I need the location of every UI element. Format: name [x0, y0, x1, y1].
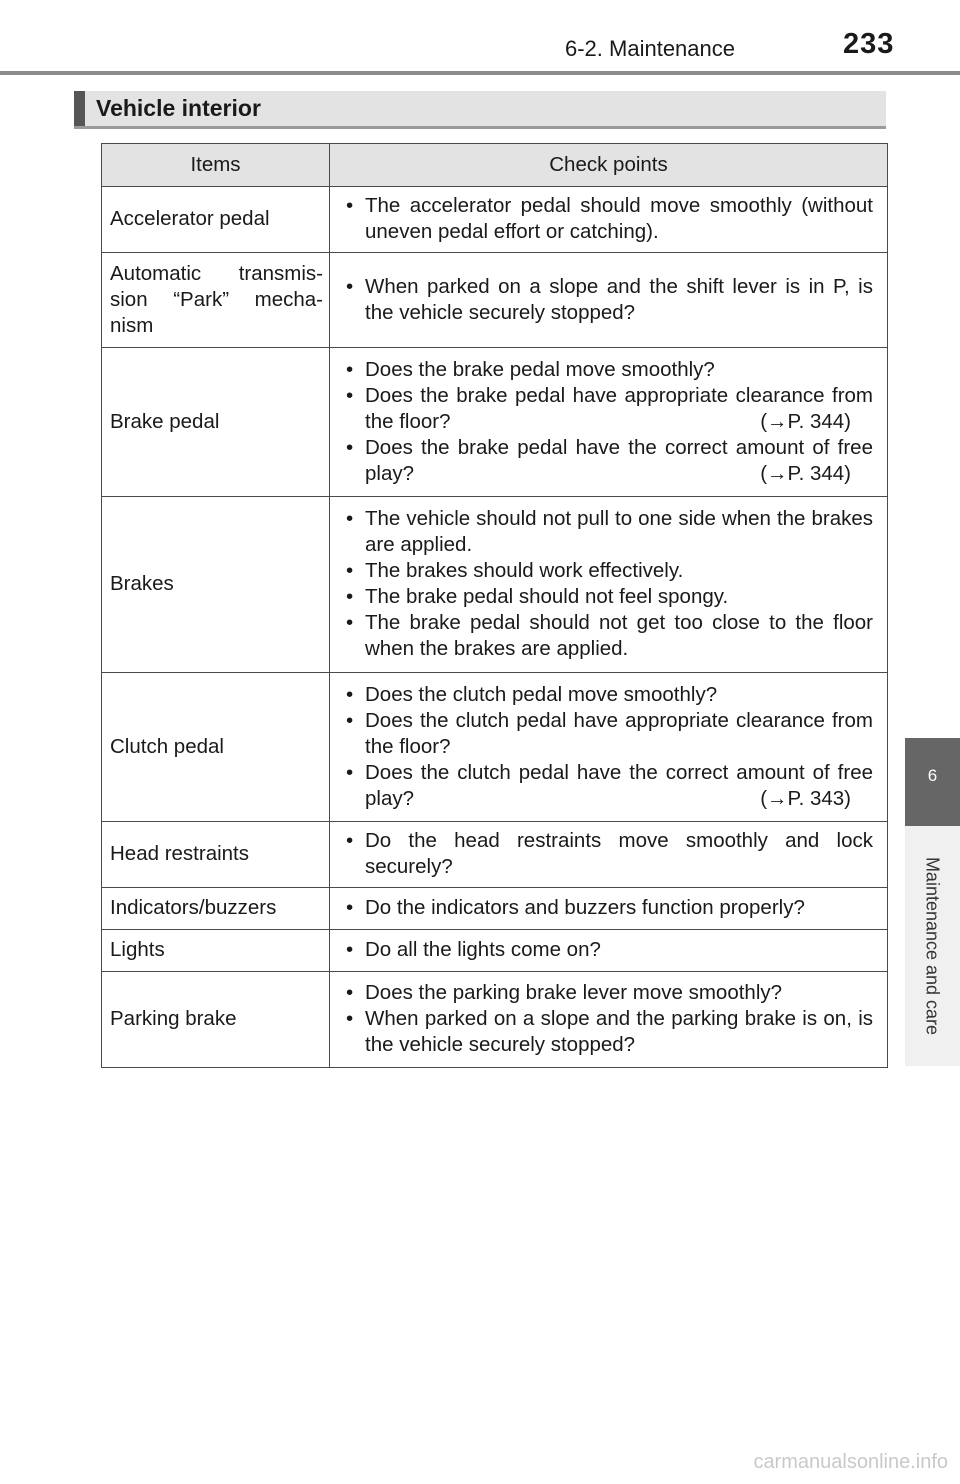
check-point: • Does the clutch pedal have appropriate clearance from the floor?	[338, 708, 873, 760]
section-accent-bar	[74, 91, 85, 126]
check-point: • The vehicle should not pull to one side when the brakes are applied.	[338, 506, 873, 558]
item-cell	[102, 253, 330, 348]
section-title-bar	[74, 91, 886, 129]
check-point: • Does the clutch pedal move smoothly?	[338, 682, 873, 708]
item-cell: Parking brake	[102, 972, 330, 1068]
section-title: Vehicle interior	[96, 95, 261, 121]
check-point: • The brakes should work effectively.	[338, 558, 873, 584]
header-divider	[0, 71, 960, 75]
check-point: • Does the parking brake lever move smoothly?	[338, 980, 873, 1006]
table-header-row	[102, 144, 888, 187]
check-points-cell	[330, 822, 888, 888]
check-points-cell	[330, 972, 888, 1068]
check-point: • The brake pedal should not feel spongy.	[338, 584, 873, 610]
table-row	[102, 348, 888, 497]
item-label: Automatic transmis- sion “Park” mecha- nism	[110, 262, 323, 337]
table-row	[102, 822, 888, 888]
check-point: • Do the indicators and buzzers function properly?	[338, 895, 873, 921]
column-header-check-points: Check points	[330, 144, 888, 187]
check-points-cell	[330, 253, 888, 348]
page-number: 233	[843, 28, 895, 60]
table-row	[102, 888, 888, 930]
table-row	[102, 187, 888, 253]
item-cell: Brakes	[102, 497, 330, 673]
checkpoints-table	[101, 143, 888, 1068]
check-point	[338, 435, 873, 487]
table-row	[102, 972, 888, 1068]
item-cell: Clutch pedal	[102, 673, 330, 822]
check-point-text: Does the clutch pedal have the correct amount of free play?	[365, 760, 873, 810]
check-point: • Does the brake pedal move smoothly?	[338, 357, 873, 383]
check-point: • When parked on a slope and the shift lever is in P, is the vehicle securely stopped?	[338, 274, 873, 326]
table-row	[102, 253, 888, 348]
table-row	[102, 930, 888, 972]
check-point-text: Does the brake pedal have the correct amount of free play?	[365, 435, 873, 485]
table-row	[102, 497, 888, 673]
check-points-cell	[330, 497, 888, 673]
item-cell: Lights	[102, 930, 330, 972]
chapter-title-tab	[905, 826, 960, 1066]
item-cell: Brake pedal	[102, 348, 330, 497]
check-points-cell	[330, 888, 888, 930]
page-reference: (→P. 343)	[760, 786, 851, 810]
check-points-cell	[330, 187, 888, 253]
item-cell: Head restraints	[102, 822, 330, 888]
column-header-items: Items	[102, 144, 330, 187]
check-point: • The brake pedal should not get too close to the floor when the brakes are applied.	[338, 610, 873, 662]
check-point: • Do the head restraints move smoothly and lock securely?	[338, 828, 873, 880]
page-reference: (→P. 344)	[760, 461, 851, 485]
check-point: • When parked on a slope and the parking brake is on, is the vehicle securely stopped?	[338, 1006, 873, 1058]
check-points-cell	[330, 348, 888, 497]
chapter-number: 6	[927, 766, 938, 785]
page-reference: (→P. 344)	[760, 409, 851, 433]
check-points-cell	[330, 930, 888, 972]
item-cell: Indicators/buzzers	[102, 888, 330, 930]
check-points-cell	[330, 673, 888, 822]
table-row	[102, 673, 888, 822]
check-point	[338, 760, 873, 812]
section-heading: 6-2. Maintenance	[565, 36, 735, 61]
check-point	[338, 383, 873, 435]
check-point: • The accelerator pedal should move smoothly (without uneven pedal effort or catching).	[338, 193, 873, 245]
check-point: • Do all the lights come on?	[338, 937, 873, 963]
chapter-tab[interactable]	[905, 738, 960, 826]
item-cell: Accelerator pedal	[102, 187, 330, 253]
chapter-title: Maintenance and care	[922, 856, 943, 1036]
check-point-text: Does the brake pedal have appropriate clearance from the floor?	[365, 383, 873, 433]
watermark: carmanualsonline.info	[753, 1451, 948, 1473]
